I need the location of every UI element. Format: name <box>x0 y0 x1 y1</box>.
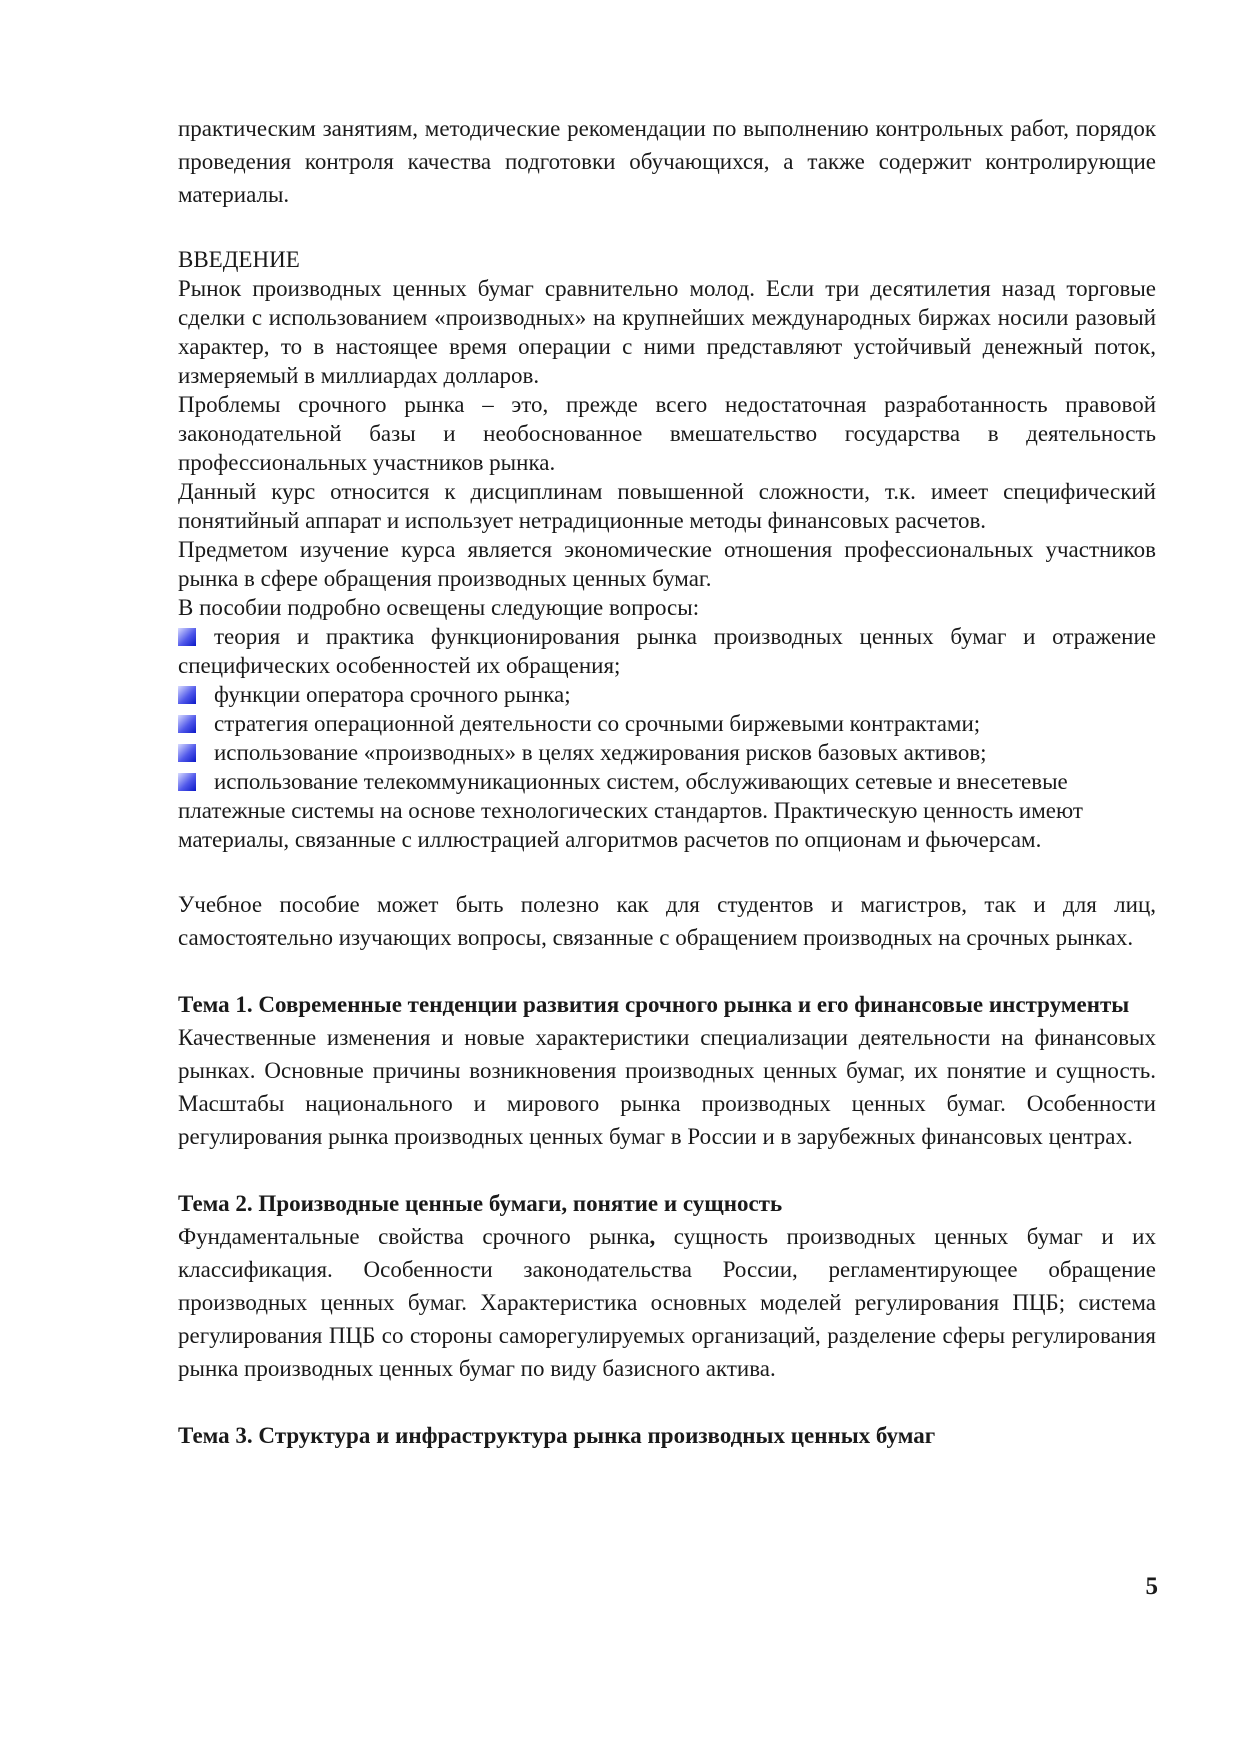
topic-2-body-lead: Фундаментальные свойства срочного рынка <box>178 1224 650 1249</box>
intro-paragraph: Предметом изучение курса является экономические отношения профессиональных участников рынка в сфере обращения производных ценных бумаг. <box>178 537 1156 591</box>
page-number: 5 <box>1145 1573 1158 1600</box>
bullet-text: теория и практика функционирования рынка производных ценных бумаг и отражение специфических особенностей их обращения; <box>178 624 1156 678</box>
bullet-text: использование телекоммуникационных систем, обслуживающих сетевые и внесетевые платежные системы на основе технологических стандартов. Практическую ценность имеют материалы, связанные с иллюстрацией алгоритмов расчетов по опционам и фьючерсам. <box>178 769 1083 852</box>
bullet-text: использование «производных» в целях хеджирования рисков базовых активов; <box>214 740 987 765</box>
bullet-item <box>178 738 1156 767</box>
bullet-item <box>178 767 1156 854</box>
topic-1-title: Тема 1. Современные тенденции развития срочного рынка и его финансовые инструменты <box>178 992 1130 1017</box>
square-bullet-icon <box>178 773 196 791</box>
page-content <box>178 112 1156 1452</box>
topic-1-body: Качественные изменения и новые характеристики специализации деятельности на финансовых рынках. Основные причины возникновения производных ценных бумаг, их понятие и сущность. Масштабы национального и мирового рынка производных ценных бумаг. Особенности регулирования рынка производных ценных бумаг в России и в зарубежных финансовых центрах. <box>178 1025 1156 1149</box>
intro-paragraph: В пособии подробно освещены следующие вопросы: <box>178 595 700 620</box>
topic-3-title: Тема 3. Структура и инфраструктура рынка производных ценных бумаг <box>178 1423 936 1448</box>
intro-continuation: практическим занятиям, методические рекомендации по выполнению контрольных работ, порядок проведения контроля качества подготовки обучающихся, а также содержит контролирующие материалы. <box>178 116 1156 207</box>
intro-heading: ВВЕДЕНИЕ <box>178 247 300 272</box>
square-bullet-icon <box>178 686 196 704</box>
intro-paragraph: Рынок производных ценных бумаг сравнительно молод. Если три десятилетия назад торговые сделки с использованием «производных» на крупнейших международных биржах носили разовый характер, то в настоящее время операции с ними представляют устойчивый денежный поток, измеряемый в миллиардах долларов. <box>178 276 1156 388</box>
topic-2-body-rest: сущность производных ценных бумаг и их классификация. Особенности законодательства России, регламентирующее обращение производных ценных бумаг. Характеристика основных моделей регулирования ПЦБ; система регулирования ПЦБ со стороны саморегулируемых организаций, разделение сферы регулирования рынка производных ценных бумаг по виду базисного актива. <box>178 1224 1156 1381</box>
square-bullet-icon <box>178 628 196 646</box>
intro-paragraph: Проблемы срочного рынка – это, прежде всего недостаточная разработанность правовой законодательной базы и необоснованное вмешательство государства в деятельность профессиональных участников рынка. <box>178 392 1156 475</box>
square-bullet-icon <box>178 715 196 733</box>
bullet-text: стратегия операционной деятельности со срочными биржевыми контрактами; <box>214 711 981 736</box>
bullet-item <box>178 680 1156 709</box>
intro-paragraph: Данный курс относится к дисциплинам повышенной сложности, т.к. имеет специфический понятийный аппарат и использует нетрадиционные методы финансовых расчетов. <box>178 479 1156 533</box>
bullet-item <box>178 622 1156 680</box>
bullet-text: функции оператора срочного рынка; <box>214 682 571 707</box>
topic-2-body-comma: , <box>649 1224 656 1249</box>
square-bullet-icon <box>178 744 196 762</box>
topic-2-body <box>178 1220 1156 1385</box>
topic-2-title: Тема 2. Производные ценные бумаги, понятие и сущность <box>178 1191 783 1216</box>
intro-closing: Учебное пособие может быть полезно как для студентов и магистров, так и для лиц, самостоятельно изучающих вопросы, связанные с обращением производных на срочных рынках. <box>178 892 1156 950</box>
bullet-item <box>178 709 1156 738</box>
